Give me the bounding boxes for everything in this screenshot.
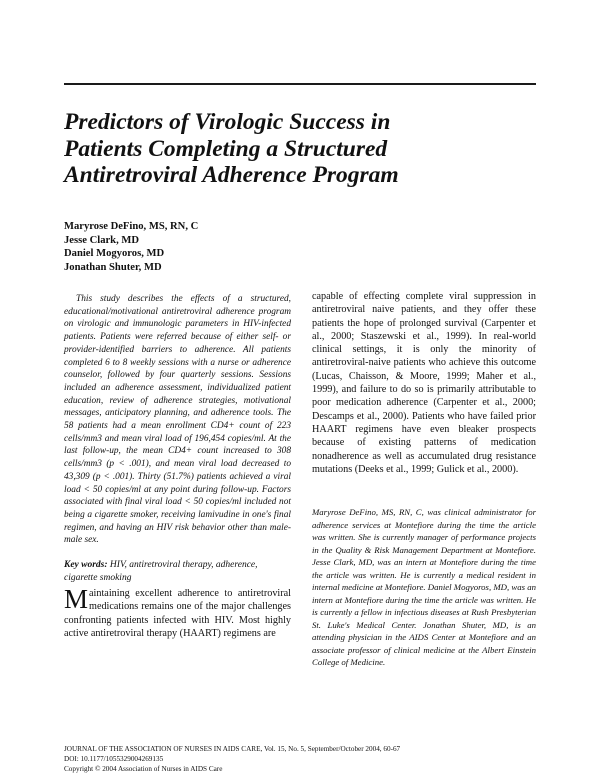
author-name: Jonathan Shuter, MD	[64, 261, 162, 273]
drop-cap: M	[64, 584, 89, 615]
author-list	[64, 220, 364, 274]
title-line: Predictors of Virologic Success in	[64, 109, 391, 135]
abstract: This study describes the effects of a structured, educational/motivational antiretroviral adherence program on virologic and immunologic parameters in HIV-infected patients. Patients were referred because of either self- or provider-identified barriers to adherence. All patients completed 6 to 8 weekly sessions with a nurse or adherence counselor, followed by four quarterly sessions. Sessions included an adherence assessment, individualized patient education, review of adherence strategies, motivational messages, anticipatory planning, and adherence tools. The 58 patients had a mean enrollment CD4+ count of 223 cells/mm3 and mean viral load of 196,454 copies/ml. At the last follow-up, the mean CD4+ count increased to 308 cells/mm3 (p < .001), and mean viral load decreased to 43,309 (p < .001). Thirty (51.7%) patients achieved a viral load < 50 copies/ml at any point during follow-up. Factors associated with final viral load < 50 copies/ml included not being a cigarette smoker, receiving lamivudine in one's final regimen, and having an HIV risk behavior other than male-male sex.	[64, 294, 291, 546]
journal-citation: JOURNAL OF THE ASSOCIATION OF NURSES IN AIDS CARE, Vol. 15, No. 5, September/October 2004, 60-67	[64, 745, 401, 753]
header-rule	[64, 83, 536, 85]
keywords	[64, 559, 291, 584]
page-footer	[64, 745, 544, 774]
copyright: Copyright © 2004 Association of Nurses in AIDS Care	[64, 764, 223, 773]
right-column	[312, 290, 536, 669]
left-column	[64, 293, 291, 640]
author-name: Daniel Mogyoros, MD	[64, 248, 165, 259]
body-intro	[64, 584, 291, 640]
body-continued: capable of effecting complete viral suppression in antiretroviral naive patients, and they offer these patients the hope of prolonged survival (Carpenter et al., 2000; Staszewski et al., 1999). In real-world clinical settings, it is only the minority of antiretroviral-naive patients who achieve this outcome (Lucas, Chaisson, & Moore, 1999; Maher et al., 1999), and failure to do so is primarily attributable to poor medication adherence (Carpenter et al., 2000; Descamps et al., 2000). Patients who have failed prior HAART regimens have even bleaker prospects because of existing patterns of medication nonadherence as well as accumulated drug resistance mutations (Deeks et al., 1999; Gulick et al., 2000).	[312, 291, 536, 475]
body-intro-text: aintaining excellent adherence to antiretroviral medications remains one of the major challenges confronting patients infected with HIV. Most highly active antiretroviral therapy (HAART) regimens are	[64, 588, 291, 639]
author-name: Maryrose DeFino, MS, RN, C	[64, 221, 199, 232]
keywords-label: Key words:	[64, 560, 108, 571]
title-line: Patients Completing a Structured	[64, 135, 388, 162]
author-name: Jesse Clark, MD	[64, 234, 140, 246]
keywords-text: HIV, antiretroviral therapy, adherence, cigarette smoking	[64, 560, 258, 583]
author-bios: Maryrose DeFino, MS, RN, C, was clinical administrator for adherence services at Montefiore during the time the article was written. She is currently manager of performance projects in the Quality & Risk Management Department at Montefiore. Jesse Clark, MD, was an intern at Montefiore during the time the article was written. He is currently a medical resident in internal medicine at Montefiore. Daniel Mogyoros, MD, was an intern at Montefiore during the time the article was written. He is currently a fellow in infectious diseases at Rush Presbyterian St. Luke's Medical Center. Jonathan Shuter, MD, is an attending physician in the AIDS Center at Montefiore and an associate professor of clinical medicine at the Albert Einstein College of Medicine.	[312, 507, 536, 668]
title-line: Antiretroviral Adherence Program	[64, 162, 399, 188]
doi: DOI: 10.1177/1055329004269135	[64, 754, 164, 763]
article-title	[64, 109, 536, 189]
